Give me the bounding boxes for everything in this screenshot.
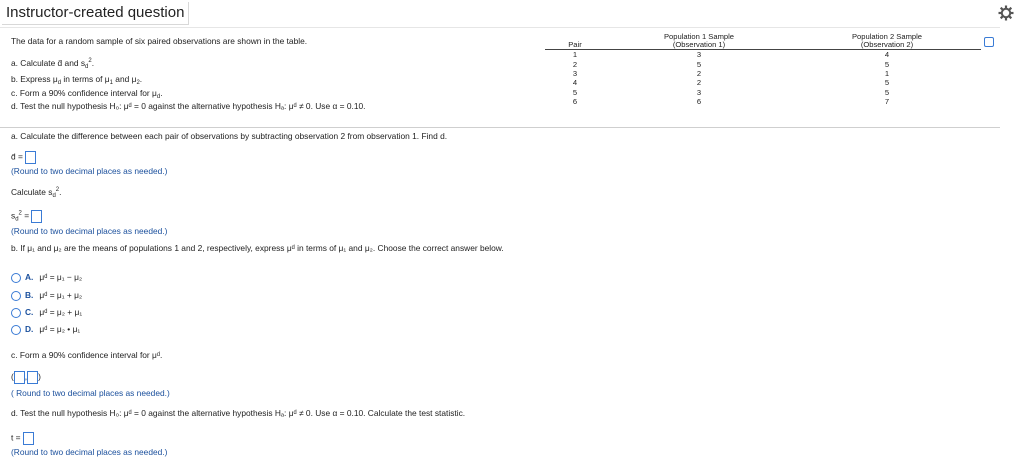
part-c-prompt: c. Form a 90% confidence interval for μᵈ. <box>11 350 163 360</box>
radio-a[interactable] <box>11 273 21 283</box>
radio-b[interactable] <box>11 291 21 301</box>
table-row <box>545 78 981 87</box>
header-population-1: Population 1 Sample (Observation 1) <box>605 33 793 50</box>
ci-upper-input[interactable] <box>27 371 38 384</box>
table-row <box>545 88 981 97</box>
cell: 4 <box>572 78 578 88</box>
sd-squared-input[interactable] <box>31 210 42 223</box>
cell: 5 <box>884 87 890 97</box>
data-table <box>545 33 981 106</box>
ci-lower-input[interactable] <box>14 371 25 384</box>
dbar-input[interactable] <box>25 151 36 164</box>
option-d[interactable]: D. μᵈ = μ₂ • μ₁ <box>11 324 80 335</box>
section-divider <box>0 127 1000 128</box>
option-b[interactable]: B. μᵈ = μ₁ + μ₂ <box>11 290 82 301</box>
t-round-note: (Round to two decimal places as needed.) <box>11 447 168 457</box>
cell: 3 <box>696 50 702 60</box>
header-separator <box>0 27 1000 28</box>
task-a: a. Calculate d̄ and $s_d^2$. <box>11 58 95 70</box>
cell: 7 <box>884 97 890 107</box>
page-title: Instructor-created question <box>2 2 189 25</box>
dbar-answer-row: d̄ = <box>11 151 36 164</box>
cell: 3 <box>572 68 578 78</box>
cell: 2 <box>696 78 702 88</box>
cell: 1 <box>572 50 578 60</box>
table-row <box>545 59 981 68</box>
task-c: c. Form a 90% confidence interval for $\mu_d$. <box>11 88 163 100</box>
t-answer-row: t = <box>11 432 34 445</box>
header-bar <box>0 0 1024 28</box>
part-a-prompt: a. Calculate the difference between each pair of observations by subtracting observation 2 from observation 1. Find d. <box>11 131 448 141</box>
radio-c[interactable] <box>11 308 21 318</box>
radio-d[interactable] <box>11 325 21 335</box>
cell: 1 <box>884 68 890 78</box>
task-b: b. Express $\mu_d$ in terms of $\mu_1$ and $\mu_2$. <box>11 74 143 86</box>
gear-icon[interactable] <box>998 5 1014 21</box>
ci-answer-row: ( , ) <box>11 371 41 384</box>
copy-table-icon[interactable] <box>984 37 994 47</box>
cell: 2 <box>572 59 578 69</box>
sd-round-note: (Round to two decimal places as needed.) <box>11 226 168 236</box>
table-header-row <box>545 33 981 50</box>
t-stat-input[interactable] <box>23 432 34 445</box>
task-d: d. Test the null hypothesis H₀: μᵈ = 0 against the alternative hypothesis Hₐ: μᵈ ≠ 0. Use α = 0.10. <box>11 101 366 111</box>
cell: 5 <box>884 59 890 69</box>
table-row <box>545 50 981 60</box>
cell: 5 <box>572 87 578 97</box>
calc-sd-label: Calculate $s_d^2$. <box>11 187 62 199</box>
cell: 6 <box>572 97 578 107</box>
option-c[interactable]: C. μᵈ = μ₂ + μ₁ <box>11 307 82 318</box>
table-row <box>545 97 981 106</box>
table-row <box>545 69 981 78</box>
header-pair: Pair <box>545 33 605 50</box>
sd-answer-row: $s_d^2$ = <box>11 210 42 223</box>
option-a[interactable]: A. μᵈ = μ₁ − μ₂ <box>11 272 82 283</box>
cell: 4 <box>884 50 890 60</box>
dbar-round-note: (Round to two decimal places as needed.) <box>11 166 168 176</box>
header-population-2: Population 2 Sample (Observation 2) <box>793 33 981 50</box>
cell: 6 <box>696 97 702 107</box>
part-d-prompt: d. Test the null hypothesis H₀: μᵈ = 0 against the alternative hypothesis Hₐ: μᵈ ≠ 0. Use α = 0.10. Calculate the test statistic. <box>11 408 466 418</box>
cell: 5 <box>696 59 702 69</box>
ci-round-note: ( Round to two decimal places as needed.) <box>11 388 170 398</box>
part-b-prompt: b. If μ₁ and μ₂ are the means of populations 1 and 2, respectively, express μᵈ in terms of μ₁ and μ₂. Choose the correct answer below. <box>11 243 504 253</box>
intro-text: The data for a random sample of six paired observations are shown in the table. <box>11 36 308 46</box>
cell: 5 <box>884 78 890 88</box>
cell: 2 <box>696 68 702 78</box>
cell: 3 <box>696 87 702 97</box>
